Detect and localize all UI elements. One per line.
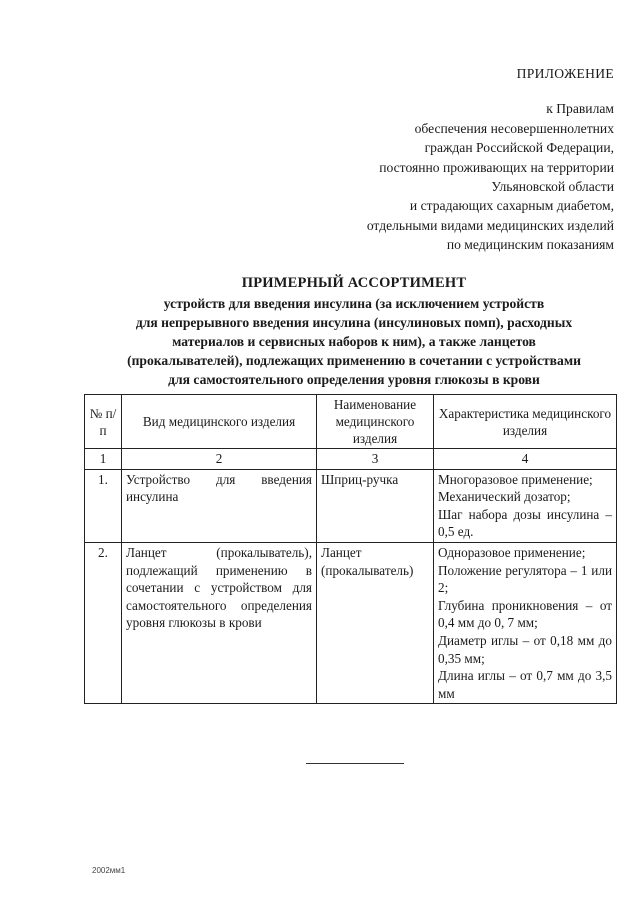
main-title: ПРИМЕРНЫЙ АССОРТИМЕНТ	[241, 275, 467, 291]
characteristic-item: Многоразовое применение;	[438, 471, 593, 487]
column-number: 3	[317, 449, 434, 470]
header-name: Наименование медицинского изделия	[317, 395, 434, 449]
title-line: для непрерывного введения инсулина (инсулиновых помп), расходных	[135, 315, 573, 330]
characteristic-item: Глубина проникновения – от 0,4 мм до 0, 7 мм;	[438, 597, 612, 631]
column-number-row	[85, 449, 617, 470]
characteristic-item: Диаметр иглы – от 0,18 мм до 0,35 мм;	[438, 632, 612, 666]
table-header-row	[85, 395, 617, 449]
row-number: 1.	[85, 469, 122, 542]
row-name: Ланцет (прокалыватель)	[317, 542, 434, 703]
appendix-line: отдельными видами медицинских изделий	[366, 217, 614, 233]
characteristic-item: Положение регулятора – 1 или 2;	[438, 562, 612, 596]
row-characteristics	[434, 469, 617, 542]
row-number: 2.	[85, 542, 122, 703]
title-line: устройств для введения инсулина (за исключением устройств	[163, 296, 545, 311]
row-characteristics	[434, 542, 617, 703]
appendix-line: по медицинским показаниям	[446, 237, 614, 253]
row-type: Ланцет (прокалыватель), подлежащий применению в сочетании с устройством для самостоятельного определения уровня глюкозы в крови	[122, 542, 317, 703]
appendix-title: ПРИЛОЖЕНИЕ	[516, 66, 614, 81]
footer-code: 2002мм1	[92, 866, 126, 875]
row-type: Устройство для введения инсулина	[122, 469, 317, 542]
characteristic-item: Шаг набора дозы инсулина – 0,5 ед.	[438, 506, 612, 540]
title-line: для самостоятельного определения уровня глюкозы в крови	[168, 372, 540, 387]
appendix-line: граждан Российской Федерации,	[424, 140, 614, 156]
title-line: (прокалывателей), подлежащих применению в сочетании с устройствами	[127, 353, 581, 368]
appendix-line: обеспечения несовершеннолетних	[414, 120, 614, 136]
header-characteristics: Характеристика медицинского изделия	[434, 395, 617, 449]
column-number: 4	[434, 449, 617, 470]
header-type: Вид медицинского изделия	[122, 395, 317, 449]
appendix-line: и страдающих сахарным диабетом,	[409, 198, 614, 214]
row-name: Шприц-ручка	[317, 469, 434, 542]
characteristic-item: Длина иглы – от 0,7 мм до 3,5 мм	[438, 668, 612, 701]
document-title	[80, 274, 628, 389]
separator-line	[306, 763, 404, 764]
table-row	[85, 542, 617, 703]
appendix-header	[254, 64, 614, 255]
appendix-line: к Правилам	[546, 101, 614, 117]
characteristic-item: Механический дозатор;	[438, 489, 571, 505]
header-number: № п/п	[85, 395, 122, 449]
appendix-line: постоянно проживающих на территории	[379, 159, 614, 175]
table-row	[85, 469, 617, 542]
column-number: 2	[122, 449, 317, 470]
assortment-table	[84, 394, 617, 704]
characteristic-item: Одноразовое применение;	[438, 544, 586, 560]
column-number: 1	[85, 449, 122, 470]
appendix-line: Ульяновской области	[491, 179, 614, 195]
title-line: материалов и сервисных наборов к ним), а также ланцетов	[172, 334, 536, 349]
